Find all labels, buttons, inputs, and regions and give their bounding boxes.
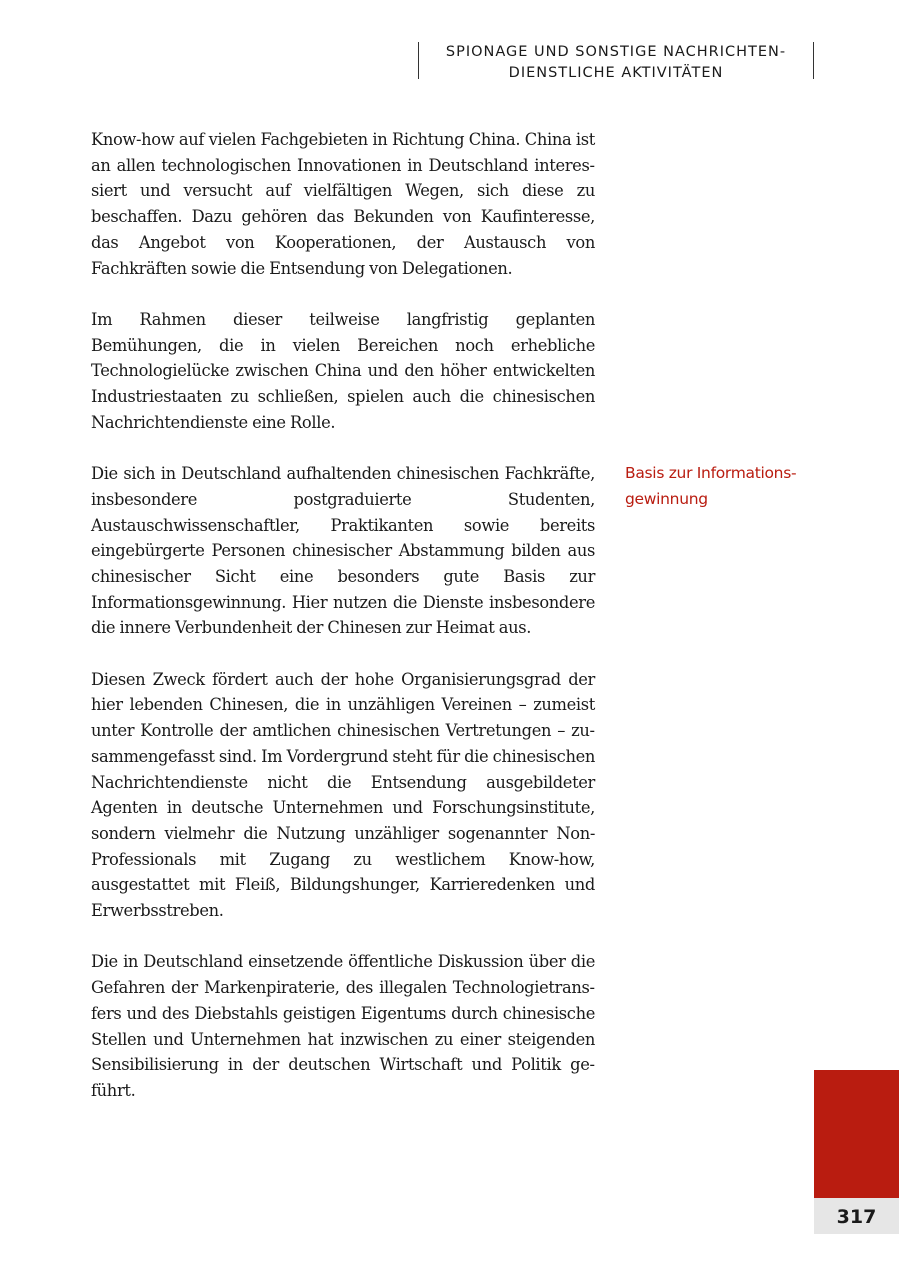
margin-note-line-1: Basis zur Informations- xyxy=(625,464,797,482)
paragraph-2: Im Rahmen dieser teilweise langfristig geplanten Bemühungen, die in vielen Bereichen noch erhebliche Technologielücke zwischen China und den höher entwickelten Industriestaaten zu schließen, spielen auch die chinesischen Nachrichtendienste eine Rolle. xyxy=(91,309,595,432)
paragraph-1: Know-how auf vielen Fachgebieten in Richtung China. China ist an allen technologischen Innovationen in Deutschland interessiert und versucht auf vielfältigen Wegen, sich diese zu beschaffen. Dazu gehören das Bekunden von Kaufinteresse, das Angebot von Kooperationen, der Austausch von Fachkräften sowie die Entsendung von Delegationen. xyxy=(91,130,595,278)
chapter-thumb-tab xyxy=(814,1070,899,1198)
margin-note xyxy=(625,461,825,512)
page-number: 317 xyxy=(814,1198,899,1234)
paragraph-5: Die in Deutschland einsetzende öffentliche Diskussion über die Gefahren der Markenpiraterie, des illegalen Technologietransfers und des Diebstahls geistigen Eigentums durch chinesische Stellen und Unternehmen hat inzwischen zu einer steigenden Sensibilisierung in der deutschen Wirtschaft und Politik geführt. xyxy=(91,952,595,1100)
running-header-line-1: SPIONAGE UND SONSTIGE NACHRICHTEN- xyxy=(445,44,787,60)
body-text xyxy=(91,127,595,1129)
running-header xyxy=(418,42,814,79)
paragraph-3: Die sich in Deutschland aufhaltenden chinesischen Fachkräfte, insbesondere postgraduierte Studenten, Austauschwissenschaftler, Praktikanten sowie bereits eingebürgerte Personen chinesischer Abstammung bilden aus chinesischer Sicht eine besonders gute Basis zur Informationsgewinnung. Hier nutzen die Dienste insbesondere die innere Verbundenheit der Chinesen zur Heimat aus. xyxy=(91,464,595,638)
margin-note-line-2: gewinnung xyxy=(625,489,708,508)
running-header-line-2: DIENSTLICHE AKTIVITÄTEN xyxy=(508,65,724,81)
paragraph-4: Diesen Zweck fördert auch der hohe Organisierungsgrad der hier lebenden Chinesen, die in unzähligen Vereinen – zumeist unter Kontrolle der amtlichen chinesischen Vertretungen – zusammengefasst sind. Im Vordergrund steht für die chinesischen Nachrichtendienste nicht die Entsendung ausgebildeter Agenten in deutsche Unternehmen und Forschungsinstitute, sondern vielmehr die Nutzung unzähliger sogenannter Non-Professionals mit Zugang zu westlichem Know-how, ausgestattet mit Fleiß, Bildungshunger, Karrieredenken und Erwerbsstreben. xyxy=(91,669,595,921)
